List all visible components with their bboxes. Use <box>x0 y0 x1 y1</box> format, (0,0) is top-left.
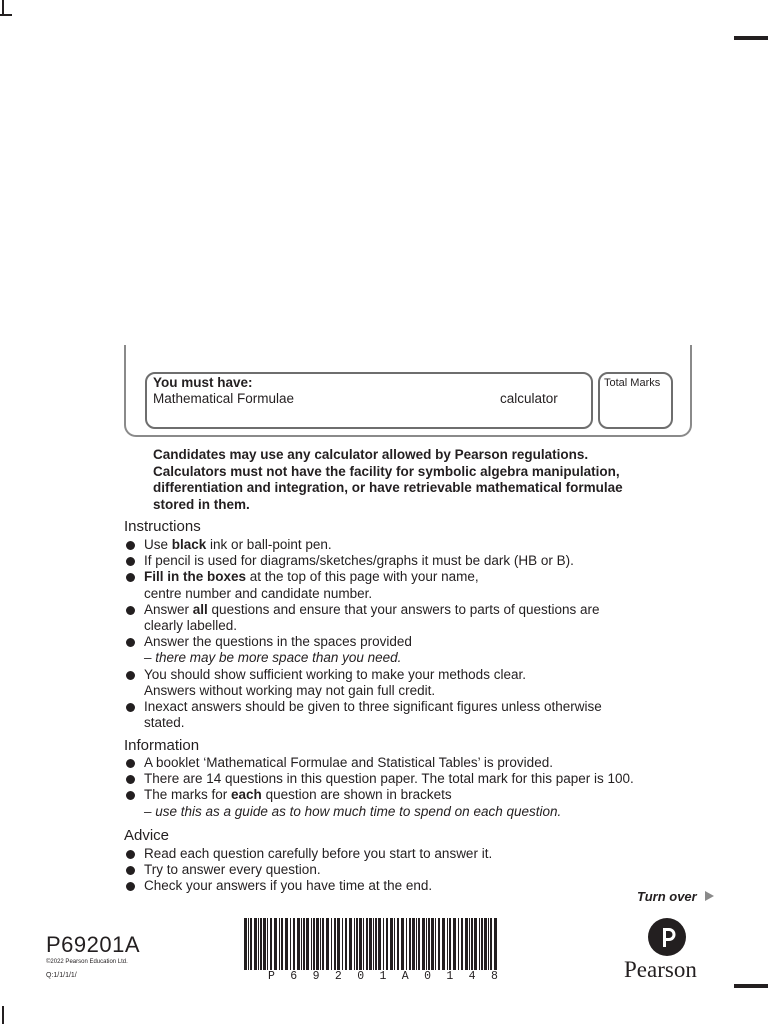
list-item: Use black ink or ball-point pen. <box>124 537 684 553</box>
barcode-digit: 8 <box>490 970 498 983</box>
barcode-digit: 2 <box>334 970 342 983</box>
question-code: Q:1/1/1/1/ <box>46 972 77 979</box>
instructions-list <box>124 537 684 731</box>
list-item: A booklet ‘Mathematical Formulae and Statistical Tables’ is provided. <box>124 755 684 771</box>
barcode-icon <box>244 918 500 970</box>
regulation-line: Calculators must not have the facility for symbolic algebra manipulation, <box>153 463 620 479</box>
advice-heading: Advice <box>124 827 170 844</box>
list-item: The marks for each question are shown in brackets – use this as a guide as to how much time to spend on each question. <box>124 787 684 819</box>
must-have-formulae: Mathematical Formulae <box>153 391 295 406</box>
crop-mark <box>0 14 12 16</box>
pearson-wordmark: Pearson <box>624 957 697 982</box>
arrow-right-icon <box>705 891 714 901</box>
registration-mark <box>734 36 768 40</box>
registration-mark <box>734 984 768 988</box>
list-item: If pencil is used for diagrams/sketches/graphs it must be dark (HB or B). <box>124 553 684 569</box>
barcode-digit: A <box>401 970 409 983</box>
regulation-line: stored in them. <box>153 497 250 513</box>
must-have-calculator: calculator <box>500 391 558 406</box>
list-item: Answer the questions in the spaces provided – there may be more space than you need. <box>124 634 684 666</box>
list-item: Read each question carefully before you start to answer it. <box>124 846 684 862</box>
instructions-heading: Instructions <box>124 518 201 535</box>
information-list <box>124 755 684 820</box>
list-item: There are 14 questions in this question paper. The total mark for this paper is 100. <box>124 771 684 787</box>
barcode-digit: 4 <box>468 970 476 983</box>
list-item: Answer all questions and ensure that your answers to parts of questions are clearly labelled. <box>124 602 684 634</box>
list-item: You should show sufficient working to make your methods clear. Answers without working may not gain full credit. <box>124 667 684 699</box>
barcode-digit: 6 <box>290 970 298 983</box>
list-item: Inexact answers should be given to three significant figures unless otherwise stated. <box>124 699 684 731</box>
pearson-logo-icon <box>648 918 686 956</box>
regulation-line: Candidates may use any calculator allowed by Pearson regulations. <box>153 447 589 462</box>
list-item: Check your answers if you have time at the end. <box>124 878 684 894</box>
regulation-line: differentiation and integration, or have retrievable mathematical formulae <box>153 480 623 496</box>
list-item: Try to answer every question. <box>124 862 684 878</box>
paper-reference: P69201A <box>46 932 141 957</box>
calculator-regulations <box>153 447 713 514</box>
barcode-digit: P <box>268 970 275 983</box>
barcode-digit: 0 <box>424 970 431 983</box>
barcode-digit: 1 <box>379 970 387 983</box>
barcode-digit: 0 <box>357 970 365 983</box>
must-have-title: You must have: <box>153 375 253 390</box>
crop-mark <box>2 1006 4 1024</box>
list-item: Fill in the boxes at the top of this page with your name, centre number and candidate number. <box>124 569 684 601</box>
total-marks-label: Total Marks <box>604 377 661 389</box>
advice-list <box>124 846 684 895</box>
turn-over-label: Turn over <box>637 889 697 904</box>
information-heading: Information <box>124 737 200 754</box>
barcode-digit: 9 <box>312 970 320 983</box>
barcode-digit: 1 <box>446 970 454 983</box>
barcode-digits <box>268 970 498 983</box>
copyright: ©2022 Pearson Education Ltd. <box>46 959 128 965</box>
